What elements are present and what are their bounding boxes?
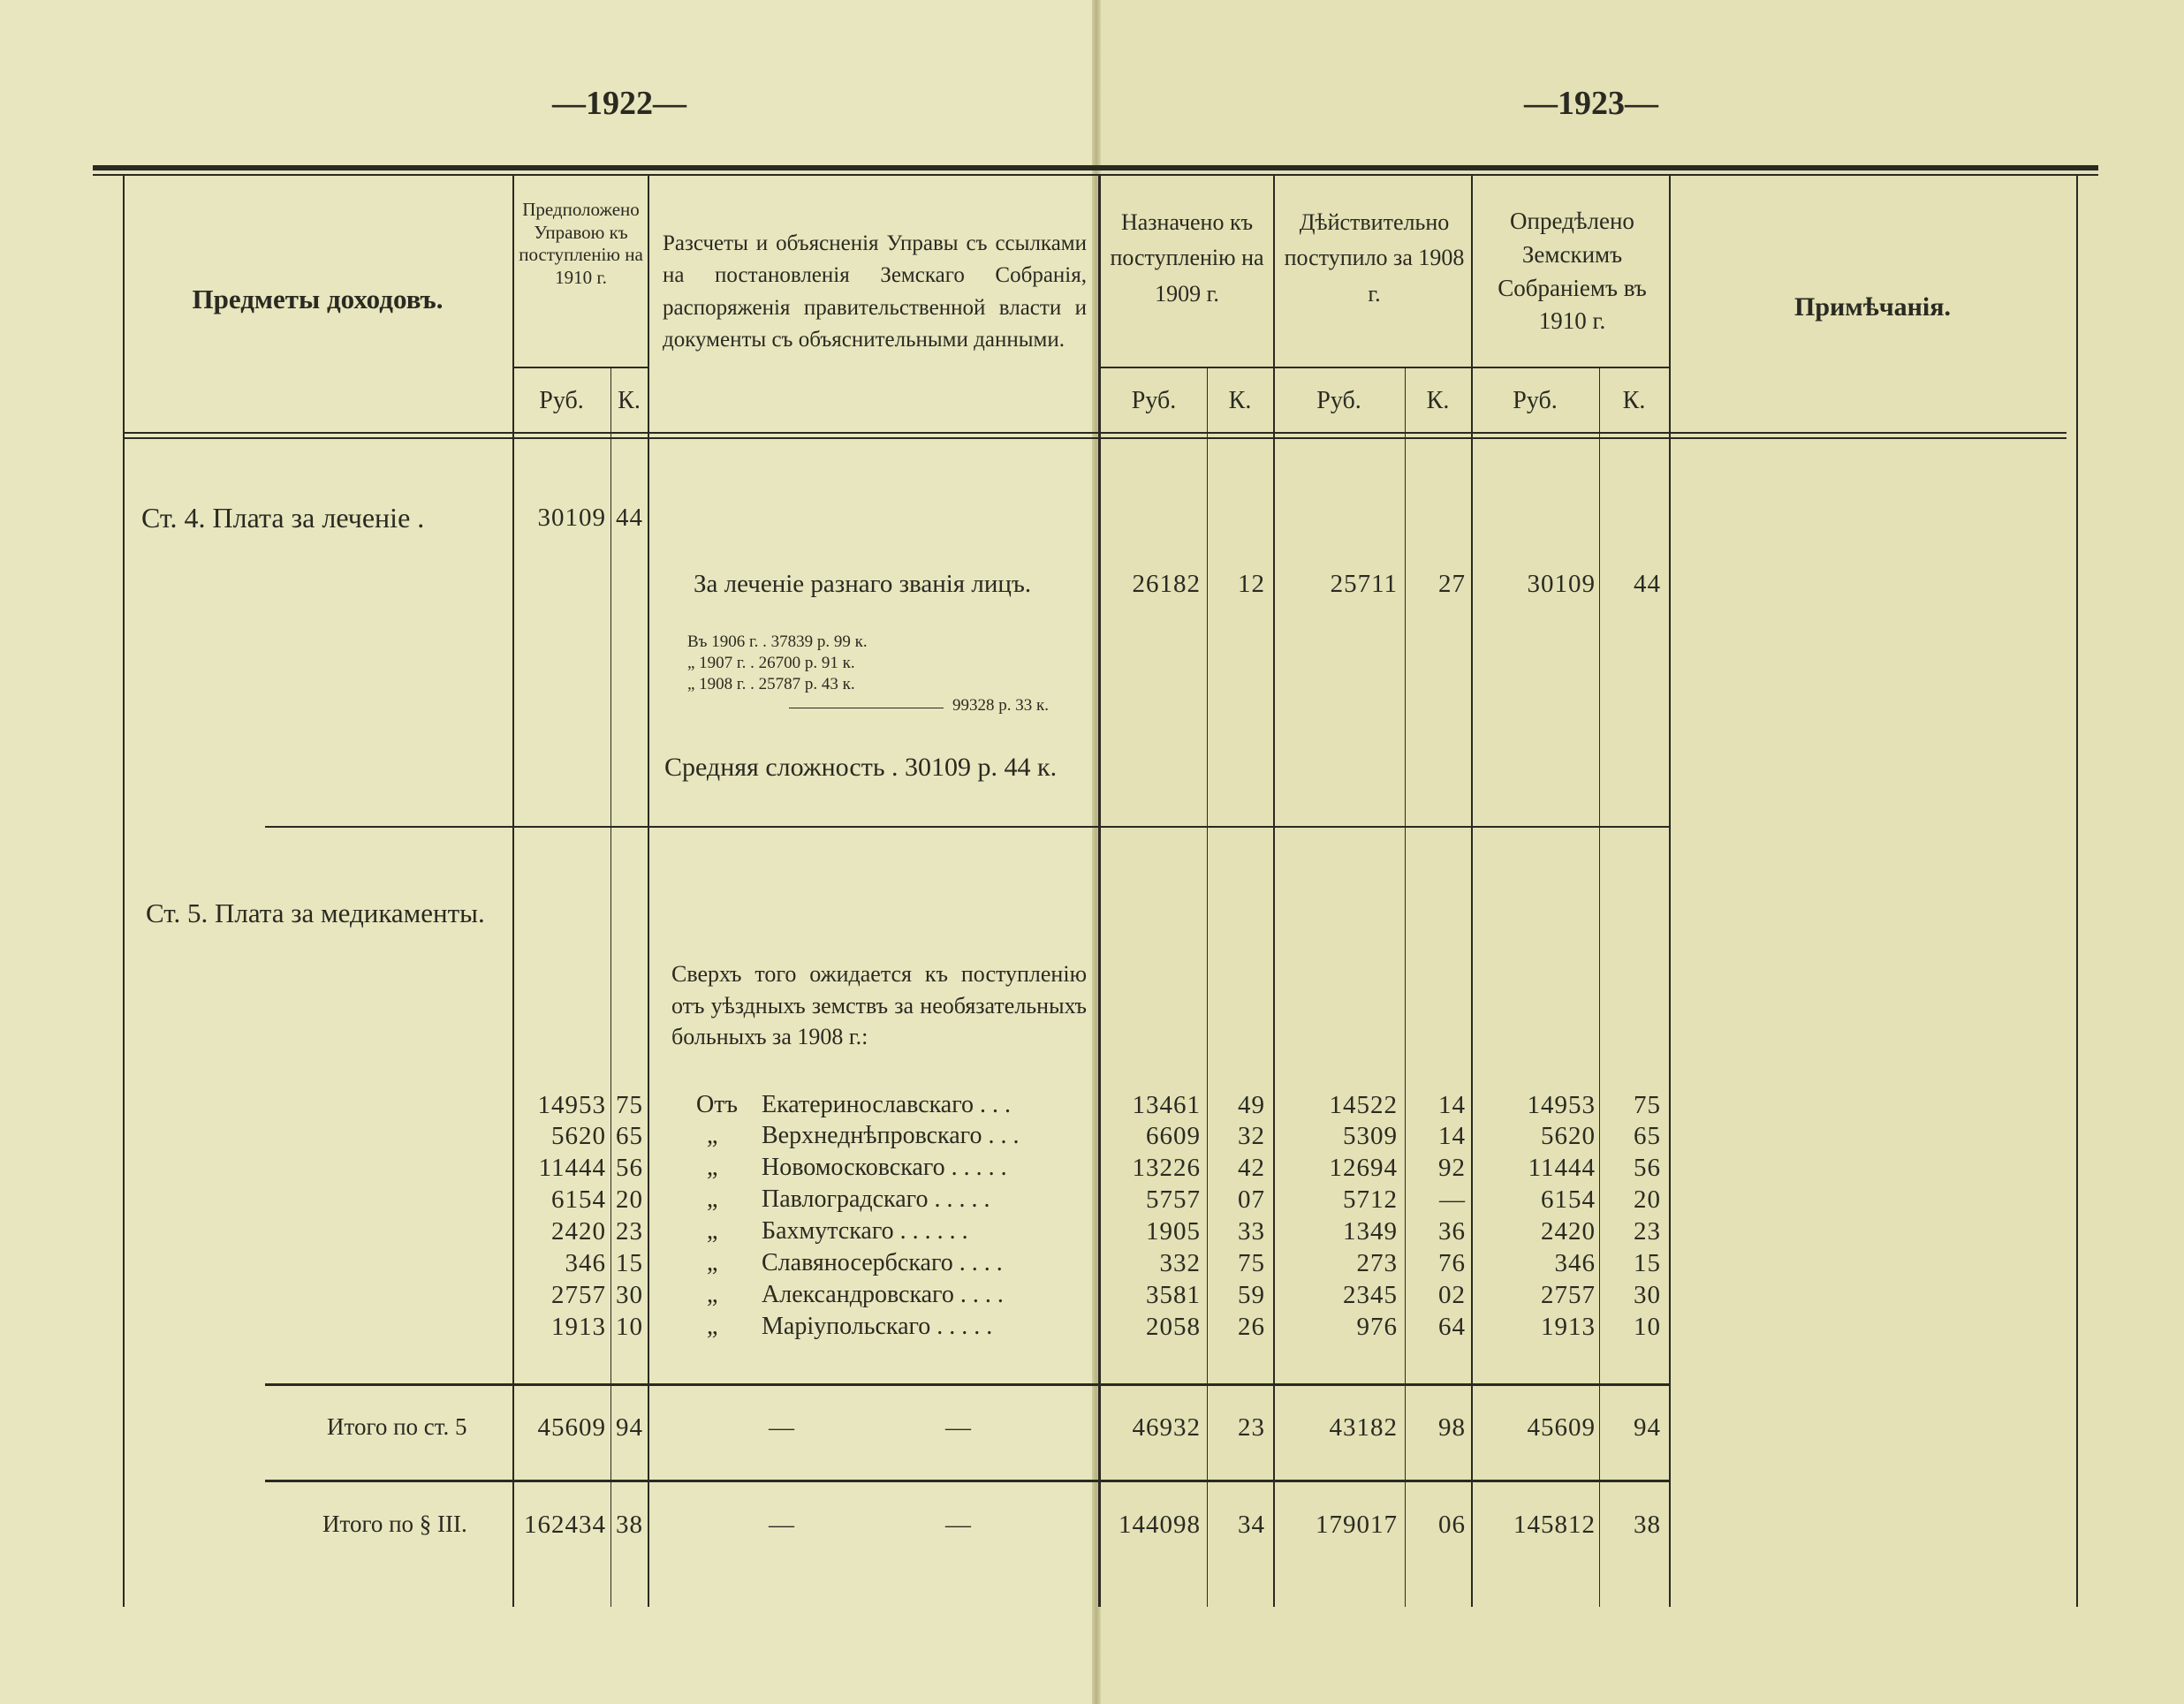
district-o_r: 2757 [1541, 1281, 1596, 1309]
subtotal-rule [265, 1383, 1670, 1386]
col-line [1207, 367, 1208, 1607]
district-name: Верхнеднѣпровскаго . . . [762, 1122, 1020, 1149]
kop-label: К. [1426, 387, 1450, 414]
district-f_k: 64 [1438, 1313, 1466, 1341]
top-rule-thin [93, 174, 2098, 176]
st4-average: Средняя сложность . 30109 р. 44 к. [664, 753, 1058, 782]
district-a_r: 3581 [1146, 1281, 1201, 1309]
total_st5-a_k: 23 [1238, 1413, 1265, 1442]
district-f_r: 1349 [1343, 1217, 1398, 1246]
district-o_k: 30 [1634, 1281, 1661, 1309]
calc-total: 99328 р. 33 к. [952, 696, 1049, 715]
district-p_r: 2757 [551, 1281, 606, 1309]
district-a_k: 32 [1238, 1122, 1265, 1150]
district-o_k: 20 [1634, 1185, 1661, 1214]
st4-actual-rub: 25711 [1330, 570, 1398, 598]
district-p_k: 30 [616, 1281, 643, 1309]
district-a_k: 07 [1238, 1185, 1265, 1214]
calc-line: „ 1907 г. . 26700 р. 91 к. [687, 654, 855, 672]
header-notes: Примѣчанія. [1793, 292, 1951, 322]
total_st5-o_k: 94 [1634, 1413, 1661, 1442]
district-f_r: 5309 [1343, 1122, 1398, 1150]
col-line [648, 176, 649, 1607]
col-line [610, 367, 611, 1607]
header-explanations: Разсчеты и объясненія Управы съ ссылками на постановленія Земскаго Собранія, распоряженія правительственной власти и документы съ объяснительными данными. [663, 231, 1087, 352]
col-line [1599, 367, 1600, 1607]
district-o_r: 6154 [1541, 1185, 1596, 1214]
district-a_r: 1905 [1146, 1217, 1201, 1246]
rub-label: Руб. [1513, 387, 1558, 414]
kop-label: К. [1622, 387, 1646, 414]
total_st5-p_k: 94 [616, 1413, 643, 1442]
district-a_k: 75 [1238, 1249, 1265, 1277]
st4-label: Ст. 4. Плата за леченіе . [141, 502, 425, 534]
district-o_k: 75 [1634, 1091, 1661, 1119]
col-line [123, 176, 125, 1607]
header-items: Предметы доходовъ. [192, 284, 444, 314]
total_st5-p_r: 45609 [537, 1413, 606, 1442]
dash: — [945, 1413, 971, 1442]
district-f_k: 36 [1438, 1217, 1466, 1246]
st4-explanation: За леченіе разнаго званія лицъ. [694, 570, 1032, 598]
header-bottom-rule [123, 432, 2066, 434]
district-p_k: 75 [616, 1091, 643, 1119]
total_s3-a_r: 144098 [1119, 1511, 1201, 1539]
col-line [1405, 367, 1406, 1607]
col-line [1669, 176, 1671, 1607]
district-prefix: „ [707, 1185, 718, 1213]
district-p_r: 2420 [551, 1217, 606, 1246]
dash: — [769, 1511, 794, 1539]
calc-line: „ 1908 г. . 25787 р. 43 к. [687, 675, 855, 693]
district-o_k: 23 [1634, 1217, 1661, 1246]
calc-line: Въ 1906 г. . 37839 р. 99 к. [687, 632, 868, 651]
district-p_k: 56 [616, 1154, 643, 1182]
kop-label: К. [1228, 387, 1252, 414]
st4-proposed-kop: 44 [616, 504, 643, 532]
district-f_k: 14 [1438, 1122, 1466, 1150]
subheader-rule-left [512, 367, 648, 368]
st4-assigned-rub: 26182 [1132, 570, 1201, 598]
total_s3-p_k: 38 [616, 1511, 643, 1539]
district-o_k: 56 [1634, 1154, 1661, 1182]
total_st5-o_r: 45609 [1527, 1413, 1596, 1442]
total_s3-f_r: 179017 [1316, 1511, 1398, 1539]
subheader-rule-right [1098, 367, 1669, 368]
district-o_r: 2420 [1541, 1217, 1596, 1246]
total_s3-o_r: 145812 [1513, 1511, 1596, 1539]
total-s3-label: Итого по § III. [322, 1511, 467, 1537]
district-p_k: 65 [616, 1122, 643, 1150]
district-a_r: 13461 [1132, 1091, 1201, 1119]
district-o_r: 5620 [1541, 1122, 1596, 1150]
total_st5-f_r: 43182 [1329, 1413, 1398, 1442]
district-a_k: 59 [1238, 1281, 1265, 1309]
district-o_r: 346 [1554, 1249, 1596, 1277]
district-a_r: 2058 [1146, 1313, 1201, 1341]
header-actual: Дѣйствительно поступило за 1908 г. [1284, 209, 1465, 307]
district-prefix: „ [707, 1313, 718, 1340]
dash: — [945, 1511, 971, 1539]
st5-note: Сверхъ того ожидается къ поступленію отъ уѣздныхъ земствъ за необязательныхъ больныхъ за 1908 г.: [671, 961, 1087, 1050]
district-p_k: 15 [616, 1249, 643, 1277]
district-o_k: 15 [1634, 1249, 1661, 1277]
district-o_k: 65 [1634, 1122, 1661, 1150]
district-a_k: 26 [1238, 1313, 1265, 1341]
rub-label: Руб. [539, 387, 584, 414]
district-prefix: „ [707, 1154, 718, 1181]
district-o_r: 1913 [1541, 1313, 1596, 1341]
district-f_r: 976 [1356, 1313, 1398, 1341]
total_s3-f_k: 06 [1438, 1511, 1466, 1539]
district-f_k: 92 [1438, 1154, 1466, 1182]
district-p_r: 346 [565, 1249, 606, 1277]
district-p_k: 10 [616, 1313, 643, 1341]
district-a_r: 13226 [1132, 1154, 1201, 1182]
page-number-left: —1922— [552, 85, 686, 122]
district-p_k: 20 [616, 1185, 643, 1214]
district-name: Бахмутскаго . . . . . . [762, 1217, 968, 1245]
district-p_r: 5620 [551, 1122, 606, 1150]
header-assigned: Назначено къ поступленію на 1909 г. [1110, 209, 1264, 307]
header-approved: Опредѣлено Земскимъ Собраніемъ въ 1910 г. [1498, 208, 1647, 335]
rub-label: Руб. [1316, 387, 1361, 414]
district-f_k: 76 [1438, 1249, 1466, 1277]
header-bottom-rule2 [123, 437, 2066, 439]
district-p_k: 23 [616, 1217, 643, 1246]
district-p_r: 14953 [537, 1091, 606, 1119]
district-p_r: 6154 [551, 1185, 606, 1214]
district-name: Александровскаго . . . . [762, 1281, 1004, 1308]
rub-label: Руб. [1131, 387, 1177, 414]
header-proposed: Предположено Управою къ поступленію на 1910 г. [519, 199, 643, 288]
district-name: Маріупольскаго . . . . . [762, 1313, 993, 1340]
st4-approved-kop: 44 [1634, 570, 1661, 598]
district-name: Павлоградскаго . . . . . [762, 1185, 990, 1213]
district-name: Славяносербскаго . . . . [762, 1249, 1003, 1276]
district-f_r: 273 [1356, 1249, 1398, 1277]
district-a_k: 42 [1238, 1154, 1265, 1182]
district-a_k: 33 [1238, 1217, 1265, 1246]
section-rule [265, 826, 1670, 828]
district-o_r: 14953 [1527, 1091, 1596, 1119]
district-p_r: 1913 [551, 1313, 606, 1341]
district-prefix: „ [707, 1281, 718, 1308]
district-f_r: 5712 [1343, 1185, 1398, 1214]
st4-assigned-kop: 12 [1238, 570, 1265, 598]
col-line [2076, 176, 2078, 1607]
total_st5-f_k: 98 [1438, 1413, 1466, 1442]
district-prefix: „ [707, 1217, 718, 1245]
total-st5-label: Итого по ст. 5 [327, 1413, 467, 1440]
district-prefix: Отъ [696, 1091, 738, 1118]
st4-approved-rub: 30109 [1527, 570, 1596, 598]
district-a_r: 6609 [1146, 1122, 1201, 1150]
dash: — [769, 1413, 794, 1442]
total_s3-a_k: 34 [1238, 1511, 1265, 1539]
st5-label: Ст. 5. Плата за медикаменты. [146, 897, 485, 928]
district-p_r: 11444 [538, 1154, 606, 1182]
district-o_r: 11444 [1528, 1154, 1596, 1182]
district-a_k: 49 [1238, 1091, 1265, 1119]
kop-label: К. [618, 387, 641, 414]
st4-actual-kop: 27 [1438, 570, 1466, 598]
district-o_k: 10 [1634, 1313, 1661, 1341]
district-f_k: — [1439, 1185, 1466, 1214]
district-f_r: 12694 [1329, 1154, 1398, 1182]
district-name: Екатеринославскаго . . . [762, 1091, 1012, 1118]
total-rule [265, 1480, 1670, 1482]
district-prefix: „ [707, 1249, 718, 1276]
district-a_r: 332 [1159, 1249, 1201, 1277]
total_st5-a_r: 46932 [1132, 1413, 1201, 1442]
total_s3-p_r: 162434 [524, 1511, 606, 1539]
district-f_r: 2345 [1343, 1281, 1398, 1309]
top-rule [93, 165, 2098, 170]
st4-proposed-rub: 30109 [537, 504, 606, 532]
district-prefix: „ [707, 1122, 718, 1149]
district-f_k: 02 [1438, 1281, 1466, 1309]
page-number-right: —1923— [1524, 85, 1658, 122]
district-name: Новомосковскаго . . . . . [762, 1154, 1007, 1181]
district-f_k: 14 [1438, 1091, 1466, 1119]
total_s3-o_k: 38 [1634, 1511, 1661, 1539]
district-a_r: 5757 [1146, 1185, 1201, 1214]
district-f_r: 14522 [1329, 1091, 1398, 1119]
